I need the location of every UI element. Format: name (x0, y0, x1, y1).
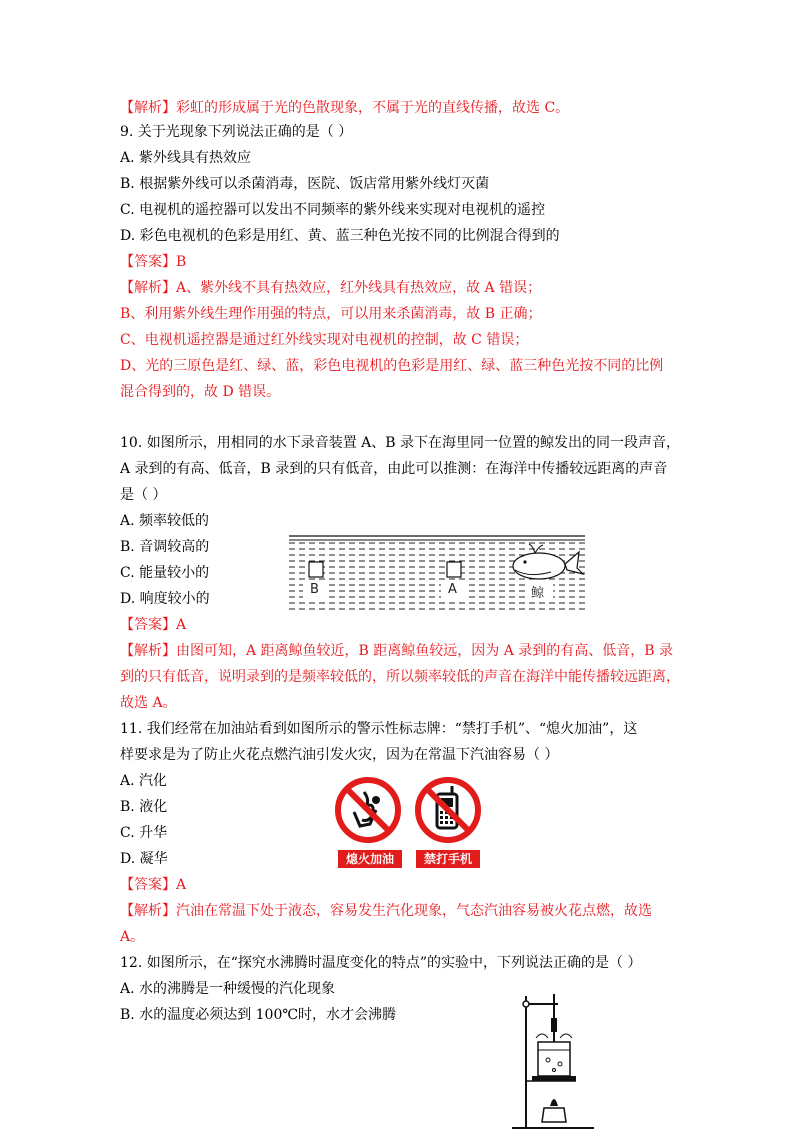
flame-icon (550, 1099, 558, 1106)
line-7: 【答案】B (120, 254, 187, 270)
line-32: A。 (120, 929, 145, 945)
line-15: 是（ ） (120, 487, 167, 503)
line-4: B. 根据紫外线可以杀菌消毒，医院、饭店常用紫外线灯灭菌 (120, 176, 490, 192)
line-26: A. 汽化 (120, 773, 168, 789)
alcohol-lamp-icon (542, 1108, 566, 1122)
line-23: 故选 A。 (120, 695, 177, 711)
recorder-b-icon (309, 562, 323, 577)
sign-label-1: 熄火加油 (338, 850, 402, 868)
no-fire-sign-icon (338, 780, 398, 840)
line-24: 11. 我们经常在加油站看到如图所示的警示性标志牌：“禁打手机”、“熄火加油”，这 (120, 721, 638, 737)
line-28: C. 升华 (120, 825, 168, 841)
line-8: 【解析】A、紫外线不具有热效应，红外线具有热效应，故 A 错误； (120, 280, 542, 296)
line-17: B. 音调较高的 (120, 539, 210, 555)
line-19: D. 响度较小的 (120, 591, 210, 607)
line-12: 混合得到的，故 D 错误。 (120, 384, 281, 400)
line-1: 【解析】彩虹的形成属于光的色散现象，不属于光的直线传播，故选 C。 (120, 100, 570, 116)
recorder-a-icon (447, 562, 461, 577)
line-22: 到的只有低音，说明录到的是频率较低的，所以频率较低的声音在海洋中能传播较远距离， (120, 669, 680, 685)
line-2: 9. 关于光现象下列说法正确的是（ ） (120, 124, 353, 140)
line-13: 10. 如图所示，用相同的水下录音装置 A、B 录下在海里同一位置的鲸发出的同一段声音， (120, 435, 681, 451)
line-11: D、光的三原色是红、绿、蓝，彩色电视机的色彩是用红、绿、蓝三种色光按不同的比例 (120, 358, 664, 374)
boiling-apparatus-figure (506, 988, 596, 1130)
line-5: C. 电视机的遥控器可以发出不同频率的紫外线来实现对电视机的遥控 (120, 202, 546, 218)
line-35: B. 水的温度必须达到 100℃时，水才会沸腾 (120, 1007, 397, 1023)
line-25: 样要求是为了防止火花点燃汽油引发火灾，因为在常温下汽油容易（ ） (120, 747, 559, 763)
line-27: B. 液化 (120, 799, 168, 815)
label-whale: 鲸 (531, 586, 545, 601)
label-b: B (310, 582, 319, 597)
line-6: D. 彩色电视机的色彩是用红、黄、蓝三种色光按不同的比例混合得到的 (120, 228, 560, 244)
line-10: C、电视机遥控器是通过红外线实现对电视机的控制，故 C 错误； (120, 332, 529, 348)
no-phone-sign-icon (418, 780, 478, 840)
beaker-icon (538, 1042, 570, 1076)
sign-label-2: 禁打手机 (416, 850, 480, 868)
label-a: A (448, 582, 457, 597)
line-33: 12. 如图所示，在“探究水沸腾时温度变化的特点”的实验中，下列说法正确的是（ ） (120, 955, 642, 971)
line-31: 【解析】汽油在常温下处于液态，容易发生汽化现象，气态汽油容易被火花点燃，故选 (120, 903, 652, 919)
line-18: C. 能量较小的 (120, 565, 210, 581)
line-16: A. 频率较低的 (120, 513, 210, 529)
line-29: D. 凝华 (120, 851, 168, 867)
line-14: A 录到的有高、低音，B 录到的只有低音，由此可以推测：在海洋中传播较远距离的声音 (120, 461, 668, 477)
line-30: 【答案】A (120, 877, 187, 893)
warning-signs-figure (330, 772, 490, 872)
line-34: A. 水的沸腾是一种缓慢的汽化现象 (120, 981, 336, 997)
line-21: 【解析】由图可知，A 距离鲸鱼较近，B 距离鲸鱼较远，因为 A 录到的有高、低音，B 录 (120, 643, 674, 659)
line-3: A. 紫外线具有热效应 (120, 150, 252, 166)
whale-figure (289, 534, 585, 612)
line-20: 【答案】A (120, 617, 187, 633)
line-9: B、利用紫外线生理作用强的特点，可以用来杀菌消毒，故 B 正确； (120, 306, 542, 322)
